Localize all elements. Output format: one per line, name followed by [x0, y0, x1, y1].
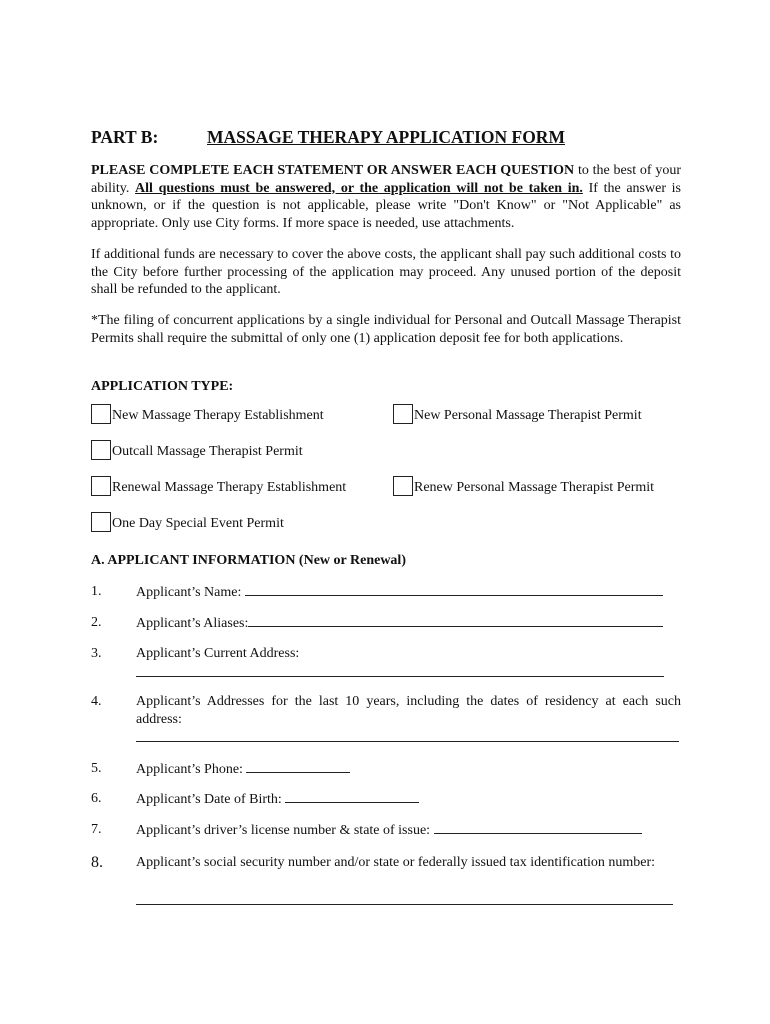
option-label: Renew Personal Massage Therapist Permit [414, 480, 655, 495]
item-label: Applicant’s Phone: [136, 762, 243, 777]
option-renew-personal-permit[interactable] [393, 476, 654, 496]
item-number: 1. [91, 584, 102, 599]
item-label: Applicant’s Name: [136, 585, 242, 600]
question-applicant-name [91, 583, 681, 601]
option-outcall-permit[interactable] [91, 440, 303, 460]
funds-paragraph: If additional funds are necessary to cover the above costs, the applicant shall pay such additional costs to the City before further processing of the application may proceed. Any unused portion of the deposit shall be refunded to the applicant. [91, 247, 681, 297]
intro-paragraph [91, 162, 681, 232]
option-new-personal-permit[interactable] [393, 404, 642, 424]
item-number: 6. [91, 791, 102, 806]
intro-bold-lead: PLEASE COMPLETE EACH STATEMENT OR ANSWER EACH QUESTION [91, 163, 575, 178]
item-number: 3. [91, 646, 102, 661]
item-number: 4. [91, 694, 102, 709]
applicant-info-heading: A. APPLICANT INFORMATION (New or Renewal) [91, 553, 406, 568]
question-drivers-license [91, 821, 681, 839]
option-label: Outcall Massage Therapist Permit [112, 444, 303, 459]
item-label: Applicant’s Date of Birth: [136, 792, 282, 807]
question-applicant-aliases [91, 614, 681, 632]
license-input-line[interactable] [434, 821, 642, 834]
question-previous-addresses [91, 693, 681, 729]
aliases-input-line[interactable] [248, 614, 663, 627]
concurrent-paragraph: *The filing of concurrent applications by a single individual for Personal and Outcall Massage Therapist Permits shall require the submittal of only one (1) application deposit fee for both applications. [91, 313, 681, 346]
item-label: Applicant’s social security number and/or state or federally issued tax identification number: [136, 855, 656, 870]
checkbox[interactable] [91, 476, 111, 496]
phone-input-line[interactable] [246, 760, 350, 773]
item-number: 2. [91, 615, 102, 630]
current-address-input-line[interactable] [136, 676, 664, 677]
item-number: 8. [91, 854, 103, 871]
application-type-heading: APPLICATION TYPE: [91, 379, 234, 394]
intro-underlined-rule: All questions must be answered, or the application will not be taken in. [135, 180, 583, 196]
option-one-day-event[interactable] [91, 512, 284, 532]
form-title: MASSAGE THERAPY APPLICATION FORM [207, 127, 565, 147]
intro-text-2: If the answer is unknown, or if the question is not applicable, please write "Don't Know" or "Not Applicable" as appropriate. Only use City forms. If more space is needed, use attachments. [91, 180, 681, 231]
option-label: New Personal Massage Therapist Permit [414, 408, 642, 423]
ssn-input-line[interactable] [136, 904, 673, 905]
question-date-of-birth [91, 790, 681, 808]
item-number: 7. [91, 822, 102, 837]
part-label: PART B: [91, 127, 159, 147]
item-label: Applicant’s driver’s license number & state of issue: [136, 823, 431, 838]
dob-input-line[interactable] [285, 790, 419, 803]
option-new-establishment[interactable] [91, 404, 324, 424]
option-label: Renewal Massage Therapy Establishment [112, 480, 347, 495]
name-input-line[interactable] [245, 583, 663, 596]
item-number: 5. [91, 761, 102, 776]
question-ssn-tax-id [91, 854, 681, 890]
item-label: Applicant’s Addresses for the last 10 years, including the dates of residency at each such address: [136, 694, 681, 727]
checkbox[interactable] [91, 404, 111, 424]
question-phone [91, 760, 681, 778]
checkbox[interactable] [91, 440, 111, 460]
option-renewal-establishment[interactable] [91, 476, 346, 496]
option-label: New Massage Therapy Establishment [112, 408, 324, 423]
checkbox[interactable] [393, 476, 413, 496]
intro-text-1: to the best of your ability. [91, 163, 681, 196]
checkbox[interactable] [393, 404, 413, 424]
previous-addresses-input-line[interactable] [136, 741, 679, 742]
item-label: Applicant’s Aliases: [136, 616, 249, 631]
checkbox[interactable] [91, 512, 111, 532]
item-label: Applicant’s Current Address: [136, 646, 300, 661]
option-label: One Day Special Event Permit [112, 516, 284, 531]
